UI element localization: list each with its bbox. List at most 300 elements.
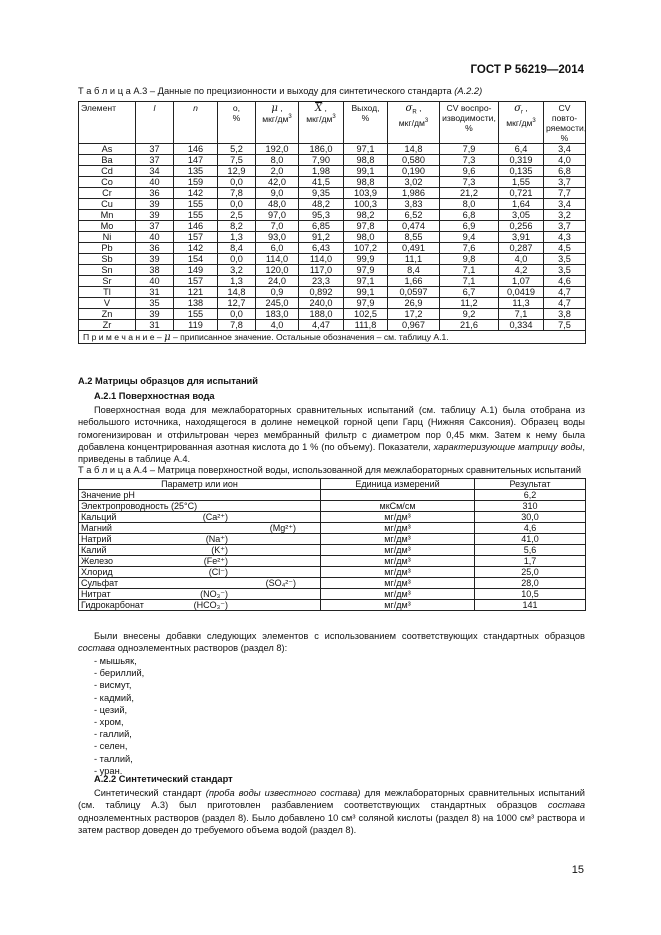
table-cell: 21,6 bbox=[440, 320, 499, 331]
table-cell: 188,0 bbox=[299, 309, 344, 320]
list-item: - кадмий, bbox=[94, 692, 134, 703]
list-item: - уран. bbox=[94, 765, 123, 776]
table-cell: 3,05 bbox=[499, 210, 544, 221]
table-row bbox=[79, 589, 586, 600]
table-cell: 3,91 bbox=[499, 232, 544, 243]
ion-formula: (Cl⁻) bbox=[208, 567, 228, 577]
table-cell: Co bbox=[79, 177, 136, 188]
section-a21-title: А.2.1 Поверхностная вода bbox=[94, 391, 215, 401]
table-row bbox=[79, 567, 586, 578]
section-a21-paragraph: Поверхностная вода для межлабораторных сравнительных испытаний (см. таблицу А.1) была отобрана из небольшого источника, находящегося в долине немецкой горной цепи Гарц (Нижняя Саксония). Образец воды гомогенизирован и отфильтрован через мембранный фильтр с диаметром пор 0,45 мкм. Затем к нему была добавлена концентрированная азотная кислота до 1 % (по объему). Показатели, характеризующие матрицу воды, приведены в таблице А.4. bbox=[78, 405, 585, 465]
table-cell: 119 bbox=[174, 320, 218, 331]
table-cell: 0,0 bbox=[218, 254, 256, 265]
table-cell: 97,1 bbox=[344, 276, 388, 287]
table-cell: Sn bbox=[79, 265, 136, 276]
table-cell: 7,0 bbox=[256, 221, 299, 232]
ion-formula: (Mg²⁺) bbox=[269, 523, 296, 533]
list-item: - селен, bbox=[94, 741, 128, 752]
parameter-name: Нитрат bbox=[81, 589, 111, 599]
table-cell: 39 bbox=[136, 210, 174, 221]
section-a22-title: А.2.2 Синтетический стандарт bbox=[94, 774, 233, 784]
col-unit: Единица измерений bbox=[321, 479, 475, 490]
parameter-name: Магний bbox=[81, 523, 112, 533]
parameter-cell bbox=[79, 512, 321, 523]
table-row bbox=[79, 210, 586, 221]
table-cell: 38 bbox=[136, 265, 174, 276]
table-cell: 97,9 bbox=[344, 298, 388, 309]
table-cell: Ni bbox=[79, 232, 136, 243]
table-cell: 9,4 bbox=[440, 232, 499, 243]
table-row bbox=[79, 232, 586, 243]
section-a22-paragraph: Синтетический стандарт (проба воды известного состава) для межлабораторных сравнительных испытаний (см. таблицу А.3) был приготовлен разбавлением соответствующих стандартных образцов состава одноэлементных растворов (раздел 8). Было добавлено 10 см³ соляной кислоты (раздел 8) на 1000 см³ раствора и затем раствор доведен до требуемого объема водой (раздел 8). bbox=[78, 788, 585, 835]
table-cell: 3,4 bbox=[544, 144, 586, 155]
table-cell: 8,0 bbox=[256, 155, 299, 166]
table-cell: 120,0 bbox=[256, 265, 299, 276]
table-cell: 99,9 bbox=[344, 254, 388, 265]
result-cell: 5,6 bbox=[475, 545, 586, 556]
result-cell: 28,0 bbox=[475, 578, 586, 589]
table-cell: 155 bbox=[174, 210, 218, 221]
table-cell: As bbox=[79, 144, 136, 155]
table-row bbox=[79, 199, 586, 210]
table-cell: 6,43 bbox=[299, 243, 344, 254]
table-cell: 98,2 bbox=[344, 210, 388, 221]
col-parameter: Параметр или ион bbox=[79, 479, 321, 490]
table-cell: 138 bbox=[174, 298, 218, 309]
table-cell: 155 bbox=[174, 309, 218, 320]
col-yield: Выход, % bbox=[344, 102, 388, 144]
document-standard-number: ГОСТ Р 56219—2014 bbox=[470, 64, 584, 76]
table-cell: 8,4 bbox=[218, 243, 256, 254]
table-cell: 36 bbox=[136, 188, 174, 199]
table-cell: 40 bbox=[136, 276, 174, 287]
table-cell: 7,6 bbox=[440, 243, 499, 254]
table-cell: 0,0597 bbox=[388, 287, 440, 298]
table-a4-caption: Т а б л и ц а А.4 – Матрица поверхностной воды, использованной для межлабораторных сравнительных испытаний bbox=[78, 465, 582, 475]
table-cell: 11,1 bbox=[388, 254, 440, 265]
table-row bbox=[79, 320, 586, 331]
table-cell: 7,9 bbox=[440, 144, 499, 155]
unit-cell: мг/дм³ bbox=[321, 534, 475, 545]
table-cell: 9,35 bbox=[299, 188, 344, 199]
table-cell: 100,3 bbox=[344, 199, 388, 210]
table-cell: 157 bbox=[174, 276, 218, 287]
table-cell: Cd bbox=[79, 166, 136, 177]
col-cv-reproducibility: CV воспро- изводимости, % bbox=[440, 102, 499, 144]
table-cell: 7,3 bbox=[440, 155, 499, 166]
col-sigma-r-big: $\sigma_R$ , мкг/$дм^3$ bbox=[388, 102, 440, 144]
unit-cell: мг/дм³ bbox=[321, 512, 475, 523]
table-cell: 103,9 bbox=[344, 188, 388, 199]
table-cell: 98,0 bbox=[344, 232, 388, 243]
table-cell: 5,2 bbox=[218, 144, 256, 155]
unit-cell bbox=[321, 490, 475, 501]
table-cell: 8,2 bbox=[218, 221, 256, 232]
table-cell: 0,967 bbox=[388, 320, 440, 331]
table-row bbox=[79, 556, 586, 567]
table-cell: 107,2 bbox=[344, 243, 388, 254]
parameter-cell bbox=[79, 578, 321, 589]
table-cell: 0,474 bbox=[388, 221, 440, 232]
parameter-name: Хлорид bbox=[81, 567, 113, 577]
table-cell: 135 bbox=[174, 166, 218, 177]
list-item: - галлий, bbox=[94, 729, 132, 740]
table-row bbox=[79, 578, 586, 589]
table-cell: 4,0 bbox=[499, 254, 544, 265]
table-cell: 97,1 bbox=[344, 144, 388, 155]
table-cell: Cu bbox=[79, 199, 136, 210]
table-cell: Sb bbox=[79, 254, 136, 265]
table-cell: 240,0 bbox=[299, 298, 344, 309]
table-cell: Mn bbox=[79, 210, 136, 221]
table-cell: 97,8 bbox=[344, 221, 388, 232]
table-cell: Pb bbox=[79, 243, 136, 254]
unit-cell: мг/дм³ bbox=[321, 600, 475, 611]
table-cell: 37 bbox=[136, 144, 174, 155]
table-cell: Tl bbox=[79, 287, 136, 298]
result-cell: 4,6 bbox=[475, 523, 586, 534]
col-sigma-r-small: $\sigma_r$ , мкг/$дм^3$ bbox=[499, 102, 544, 144]
table-cell: 2,5 bbox=[218, 210, 256, 221]
table-cell: 93,0 bbox=[256, 232, 299, 243]
table-cell: 97,0 bbox=[256, 210, 299, 221]
table-cell: 3,5 bbox=[544, 254, 586, 265]
table-cell: 17,2 bbox=[388, 309, 440, 320]
table-cell: 0,892 bbox=[299, 287, 344, 298]
unit-cell: мг/дм³ bbox=[321, 578, 475, 589]
table-cell: 3,7 bbox=[544, 221, 586, 232]
table-cell: 102,5 bbox=[344, 309, 388, 320]
table-cell: 1,986 bbox=[388, 188, 440, 199]
table-cell: 111,8 bbox=[344, 320, 388, 331]
table-cell: 11,3 bbox=[499, 298, 544, 309]
table-cell: 12,9 bbox=[218, 166, 256, 177]
table-cell: 9,2 bbox=[440, 309, 499, 320]
table-cell: 24,0 bbox=[256, 276, 299, 287]
col-l: l bbox=[136, 102, 174, 144]
table-cell: 149 bbox=[174, 265, 218, 276]
table-cell: 91,2 bbox=[299, 232, 344, 243]
table-cell: 41,5 bbox=[299, 177, 344, 188]
additions-paragraph: Были внесены добавки следующих элементов с использованием соответствующих стандартных образцов состава одноэлементных растворов (раздел 8): bbox=[78, 631, 585, 654]
table-row bbox=[79, 144, 586, 155]
table-cell: 9,8 bbox=[440, 254, 499, 265]
table-cell: 1,66 bbox=[388, 276, 440, 287]
table-cell: 183,0 bbox=[256, 309, 299, 320]
table-cell: 121 bbox=[174, 287, 218, 298]
table-cell: 31 bbox=[136, 287, 174, 298]
table-a3 bbox=[78, 101, 586, 344]
table-cell: 6,0 bbox=[256, 243, 299, 254]
unit-cell: мг/дм³ bbox=[321, 523, 475, 534]
table-cell: 4,7 bbox=[544, 287, 586, 298]
parameter-name: Кальций bbox=[81, 512, 117, 522]
table-cell: 39 bbox=[136, 309, 174, 320]
table-cell: 14,8 bbox=[218, 287, 256, 298]
ion-formula: (SO₄²⁻) bbox=[265, 578, 296, 588]
col-n: n bbox=[174, 102, 218, 144]
parameter-name: Натрий bbox=[81, 534, 112, 544]
table-cell: 31 bbox=[136, 320, 174, 331]
table-cell: 7,8 bbox=[218, 320, 256, 331]
table-cell: 0,0 bbox=[218, 309, 256, 320]
table-row bbox=[79, 254, 586, 265]
table-cell: 35 bbox=[136, 298, 174, 309]
table-cell: 4,47 bbox=[299, 320, 344, 331]
table-cell: 14,8 bbox=[388, 144, 440, 155]
table-cell: 142 bbox=[174, 188, 218, 199]
table-cell: 95,3 bbox=[299, 210, 344, 221]
col-cv-repeatability: CV повто- ряемости, % bbox=[544, 102, 586, 144]
unit-cell: мг/дм³ bbox=[321, 589, 475, 600]
unit-cell: мг/дм³ bbox=[321, 556, 475, 567]
table-cell: 39 bbox=[136, 199, 174, 210]
table-cell: 0,9 bbox=[256, 287, 299, 298]
table-cell: 154 bbox=[174, 254, 218, 265]
table-cell: 0,0419 bbox=[499, 287, 544, 298]
unit-cell: мкСм/см bbox=[321, 501, 475, 512]
ion-formula: (Ca²⁺) bbox=[202, 512, 228, 522]
list-item: - хром, bbox=[94, 717, 124, 728]
table-cell: 3,02 bbox=[388, 177, 440, 188]
table-cell: 99,1 bbox=[344, 287, 388, 298]
table-cell: 37 bbox=[136, 221, 174, 232]
table-cell: 114,0 bbox=[299, 254, 344, 265]
table-cell: 7,1 bbox=[440, 265, 499, 276]
list-item: - мышьяк, bbox=[94, 656, 137, 666]
parameter-cell bbox=[79, 534, 321, 545]
table-cell: 3,8 bbox=[544, 309, 586, 320]
table-cell: 21,2 bbox=[440, 188, 499, 199]
list-item: - висмут, bbox=[94, 680, 132, 691]
table-cell: 114,0 bbox=[256, 254, 299, 265]
table-cell: 7,7 bbox=[544, 188, 586, 199]
table-cell: 3,4 bbox=[544, 199, 586, 210]
table-cell: 4,6 bbox=[544, 276, 586, 287]
list-item: - таллий, bbox=[94, 753, 133, 764]
table-cell: V bbox=[79, 298, 136, 309]
list-item: - бериллий, bbox=[94, 668, 145, 679]
table-cell: 0,190 bbox=[388, 166, 440, 177]
ion-formula: (Na⁺) bbox=[205, 534, 228, 544]
table-row bbox=[79, 166, 586, 177]
table-cell: 4,7 bbox=[544, 298, 586, 309]
unit-cell: мг/дм³ bbox=[321, 567, 475, 578]
table-cell: 37 bbox=[136, 155, 174, 166]
table-row bbox=[79, 490, 586, 501]
table-cell: 117,0 bbox=[299, 265, 344, 276]
table-cell: 9,6 bbox=[440, 166, 499, 177]
table-cell: 142 bbox=[174, 243, 218, 254]
parameter-cell bbox=[79, 523, 321, 534]
table-cell: 48,2 bbox=[299, 199, 344, 210]
table-cell: 192,0 bbox=[256, 144, 299, 155]
table-row bbox=[79, 298, 586, 309]
table-cell: 23,3 bbox=[299, 276, 344, 287]
table-cell: 146 bbox=[174, 144, 218, 155]
table-cell: 8,55 bbox=[388, 232, 440, 243]
table-cell: Cr bbox=[79, 188, 136, 199]
table-cell: 6,8 bbox=[440, 210, 499, 221]
table-cell: 0,491 bbox=[388, 243, 440, 254]
table-cell: 3,2 bbox=[218, 265, 256, 276]
table-cell: 0,580 bbox=[388, 155, 440, 166]
result-cell: 310 bbox=[475, 501, 586, 512]
table-cell: 97,9 bbox=[344, 265, 388, 276]
parameter-cell bbox=[79, 545, 321, 556]
result-cell: 10,5 bbox=[475, 589, 586, 600]
table-cell: 6,7 bbox=[440, 287, 499, 298]
table-cell: 0,256 bbox=[499, 221, 544, 232]
table-cell: 34 bbox=[136, 166, 174, 177]
table-cell: 1,07 bbox=[499, 276, 544, 287]
table-cell: 3,5 bbox=[544, 265, 586, 276]
section-a2-title: А.2 Матрицы образцов для испытаний bbox=[78, 376, 258, 386]
table-cell: 8,4 bbox=[388, 265, 440, 276]
table-cell: 0,334 bbox=[499, 320, 544, 331]
list-item: - цезий, bbox=[94, 704, 128, 715]
table-row bbox=[79, 243, 586, 254]
table-cell: Mo bbox=[79, 221, 136, 232]
table-cell: 48,0 bbox=[256, 199, 299, 210]
table-cell: 146 bbox=[174, 221, 218, 232]
table-cell: 1,64 bbox=[499, 199, 544, 210]
col-xbar: $\overline{X}$ , мкг/$дм^3$ bbox=[299, 102, 344, 144]
table-cell: 6,52 bbox=[388, 210, 440, 221]
parameter-name: Железо bbox=[81, 556, 113, 566]
table-cell: Zr bbox=[79, 320, 136, 331]
parameter-cell bbox=[79, 567, 321, 578]
table-a4-header-row bbox=[79, 479, 586, 490]
col-mu: μ , мкг/$дм^3$ bbox=[256, 102, 299, 144]
table-cell: 6,4 bbox=[499, 144, 544, 155]
table-cell: 3,83 bbox=[388, 199, 440, 210]
table-cell: 26,9 bbox=[388, 298, 440, 309]
parameter-cell bbox=[79, 556, 321, 567]
table-row bbox=[79, 265, 586, 276]
ion-formula: (K⁺) bbox=[211, 545, 228, 555]
table-cell: 1,55 bbox=[499, 177, 544, 188]
parameter-name: Электропроводность (25°С) bbox=[81, 501, 198, 511]
col-o: о, % bbox=[218, 102, 256, 144]
additions-list bbox=[94, 655, 144, 777]
table-cell: 8,0 bbox=[440, 199, 499, 210]
table-a3-header-row bbox=[79, 102, 586, 144]
table-cell: 1,3 bbox=[218, 276, 256, 287]
table-cell: 98,8 bbox=[344, 155, 388, 166]
result-cell: 6,2 bbox=[475, 490, 586, 501]
ion-formula: (Fe²⁺) bbox=[203, 556, 228, 566]
table-cell: 4,0 bbox=[256, 320, 299, 331]
parameter-cell bbox=[79, 501, 321, 512]
table-cell: 4,2 bbox=[499, 265, 544, 276]
table-cell: 9,0 bbox=[256, 188, 299, 199]
table-row bbox=[79, 276, 586, 287]
table-cell: 155 bbox=[174, 199, 218, 210]
result-cell: 1,7 bbox=[475, 556, 586, 567]
ion-formula: (NO₃⁻) bbox=[200, 589, 228, 599]
table-row bbox=[79, 600, 586, 611]
parameter-cell bbox=[79, 589, 321, 600]
table-cell: 6,9 bbox=[440, 221, 499, 232]
table-row bbox=[79, 523, 586, 534]
table-row bbox=[79, 309, 586, 320]
table-row bbox=[79, 188, 586, 199]
table-a4 bbox=[78, 478, 586, 611]
table-cell: 7,1 bbox=[440, 276, 499, 287]
col-result: Результат bbox=[475, 479, 586, 490]
table-cell: 1,3 bbox=[218, 232, 256, 243]
table-cell: 245,0 bbox=[256, 298, 299, 309]
table-cell: 0,721 bbox=[499, 188, 544, 199]
table-cell: 159 bbox=[174, 177, 218, 188]
col-element: Элемент bbox=[79, 102, 136, 144]
table-row bbox=[79, 512, 586, 523]
table-row bbox=[79, 287, 586, 298]
page-number: 15 bbox=[571, 864, 584, 876]
table-cell: 147 bbox=[174, 155, 218, 166]
table-cell: 1,98 bbox=[299, 166, 344, 177]
table-cell: 7,1 bbox=[499, 309, 544, 320]
table-cell: 11,2 bbox=[440, 298, 499, 309]
table-cell: 4,5 bbox=[544, 243, 586, 254]
result-cell: 25,0 bbox=[475, 567, 586, 578]
table-row bbox=[79, 221, 586, 232]
table-cell: 6,85 bbox=[299, 221, 344, 232]
table-cell: 3,7 bbox=[544, 177, 586, 188]
table-row bbox=[79, 545, 586, 556]
table-cell: 99,1 bbox=[344, 166, 388, 177]
parameter-name: Значение pH bbox=[81, 490, 135, 500]
table-cell: 157 bbox=[174, 232, 218, 243]
table-cell: 40 bbox=[136, 177, 174, 188]
parameter-cell bbox=[79, 490, 321, 501]
table-cell: 0,0 bbox=[218, 199, 256, 210]
table-cell: 12,7 bbox=[218, 298, 256, 309]
parameter-name: Сульфат bbox=[81, 578, 119, 588]
table-cell: 0,287 bbox=[499, 243, 544, 254]
unit-cell: мг/дм³ bbox=[321, 545, 475, 556]
table-cell: 4,3 bbox=[544, 232, 586, 243]
table-cell: 6,8 bbox=[544, 166, 586, 177]
table-cell: 39 bbox=[136, 254, 174, 265]
table-cell: Zn bbox=[79, 309, 136, 320]
parameter-name: Гидрокарбонат bbox=[81, 600, 144, 610]
table-cell: 40 bbox=[136, 232, 174, 243]
table-cell: Sr bbox=[79, 276, 136, 287]
table-cell: 3,2 bbox=[544, 210, 586, 221]
table-cell: Ba bbox=[79, 155, 136, 166]
parameter-cell bbox=[79, 600, 321, 611]
table-cell: 7,3 bbox=[440, 177, 499, 188]
table-row bbox=[79, 177, 586, 188]
table-cell: 98,8 bbox=[344, 177, 388, 188]
table-cell: 0,135 bbox=[499, 166, 544, 177]
table-cell: 2,0 bbox=[256, 166, 299, 177]
table-cell: 0,0 bbox=[218, 177, 256, 188]
table-cell: 36 bbox=[136, 243, 174, 254]
result-cell: 141 bbox=[475, 600, 586, 611]
table-cell: 7,5 bbox=[218, 155, 256, 166]
table-cell: 4,0 bbox=[544, 155, 586, 166]
table-row bbox=[79, 501, 586, 512]
table-cell: 0,319 bbox=[499, 155, 544, 166]
table-cell: 186,0 bbox=[299, 144, 344, 155]
table-row bbox=[79, 155, 586, 166]
table-a3-caption: Т а б л и ц а А.3 – Данные по прецизионности и выходу для синтетического стандарта (А.2.2) bbox=[78, 86, 483, 96]
table-a3-note: П р и м е ч а н и е – μ – приписанное значение. Остальные обозначения – см. таблицу А.1. bbox=[79, 331, 586, 344]
table-cell: 7,5 bbox=[544, 320, 586, 331]
